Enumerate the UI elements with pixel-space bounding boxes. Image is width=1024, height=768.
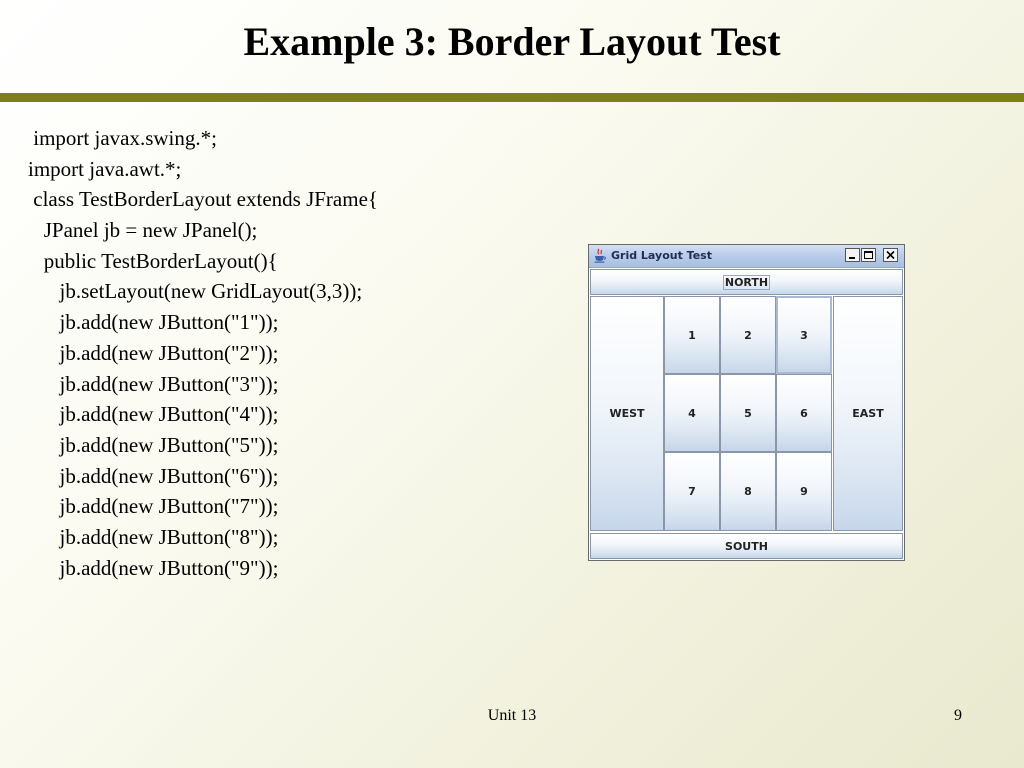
code-line: public TestBorderLayout(){ bbox=[28, 248, 278, 273]
grid-button-label: 5 bbox=[744, 406, 752, 420]
grid-button-5[interactable] bbox=[720, 374, 776, 452]
window-title: Grid Layout Test bbox=[611, 249, 712, 262]
java-cup-icon bbox=[593, 248, 607, 264]
maximize-icon bbox=[862, 249, 875, 261]
footer-unit: Unit 13 bbox=[487, 707, 537, 724]
grid-button-8[interactable] bbox=[720, 452, 776, 531]
maximize-button[interactable] bbox=[861, 248, 876, 262]
code-line: JPanel jb = new JPanel(); bbox=[28, 218, 258, 243]
grid-button-9[interactable] bbox=[776, 452, 832, 531]
west-button[interactable] bbox=[590, 296, 664, 531]
code-line: jb.add(new JButton("3")); bbox=[28, 371, 279, 396]
west-button-label: WEST bbox=[609, 407, 645, 420]
window-titlebar[interactable] bbox=[589, 245, 904, 268]
grid-button-label: 1 bbox=[688, 328, 696, 342]
grid-layout-window bbox=[588, 244, 905, 561]
south-button[interactable] bbox=[590, 533, 903, 559]
grid-button-label: 7 bbox=[688, 485, 696, 498]
east-button-label: EAST bbox=[852, 407, 884, 420]
code-line: class TestBorderLayout extends JFrame{ bbox=[28, 187, 378, 212]
content-pane bbox=[589, 268, 904, 560]
grid-button-3[interactable] bbox=[776, 296, 832, 374]
title-divider bbox=[0, 93, 1024, 102]
grid-button-4[interactable] bbox=[664, 374, 720, 452]
grid-button-2[interactable] bbox=[720, 296, 776, 374]
south-button-label: SOUTH bbox=[725, 539, 768, 553]
code-line: jb.add(new JButton("8")); bbox=[28, 524, 279, 549]
minimize-button[interactable] bbox=[845, 248, 860, 262]
code-line: jb.add(new JButton("4")); bbox=[28, 402, 279, 427]
code-line: jb.add(new JButton("7")); bbox=[28, 494, 279, 519]
code-line: jb.add(new JButton("9")); bbox=[28, 555, 279, 580]
grid-button-label: 3 bbox=[800, 328, 808, 342]
slide-title: Example 3: Border Layout Test bbox=[243, 19, 781, 64]
code-line: jb.add(new JButton("6")); bbox=[28, 463, 279, 488]
grid-button-label: 6 bbox=[800, 406, 808, 420]
north-button[interactable] bbox=[590, 269, 903, 295]
code-line: jb.add(new JButton("2")); bbox=[28, 340, 279, 365]
code-block bbox=[28, 123, 378, 583]
code-line: jb.add(new JButton("1")); bbox=[28, 310, 279, 335]
grid-button-label: 9 bbox=[800, 485, 808, 498]
grid-button-label: 2 bbox=[744, 328, 752, 342]
east-button[interactable] bbox=[833, 296, 903, 531]
button-grid bbox=[664, 296, 832, 531]
close-button[interactable] bbox=[883, 248, 898, 262]
close-icon bbox=[884, 249, 897, 261]
grid-button-label: 8 bbox=[744, 485, 752, 498]
code-line: import java.awt.*; bbox=[28, 156, 182, 181]
code-line: jb.add(new JButton("5")); bbox=[28, 432, 279, 457]
north-button-label: NORTH bbox=[724, 275, 769, 289]
grid-button-6[interactable] bbox=[776, 374, 832, 452]
code-line: jb.setLayout(new GridLayout(3,3)); bbox=[28, 279, 363, 304]
page-number: 9 bbox=[954, 707, 962, 724]
grid-button-7[interactable] bbox=[664, 452, 720, 531]
grid-button-label: 4 bbox=[688, 406, 696, 420]
minimize-icon bbox=[846, 249, 859, 261]
code-line: import javax.swing.*; bbox=[28, 126, 217, 150]
grid-button-1[interactable] bbox=[664, 296, 720, 374]
